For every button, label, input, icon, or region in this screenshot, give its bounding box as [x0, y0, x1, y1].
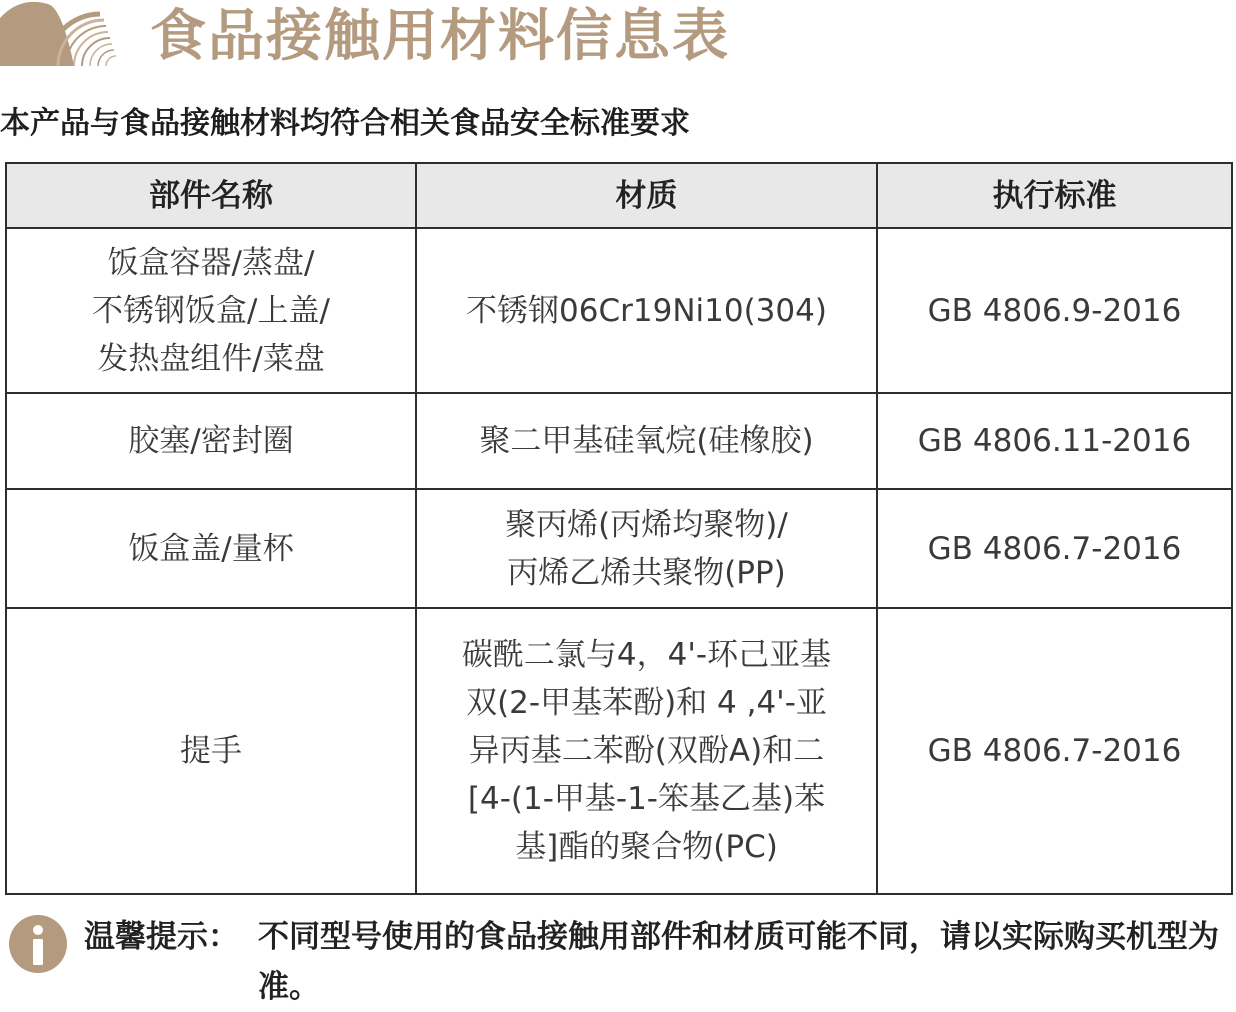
table-header-row [6, 163, 1232, 228]
compliance-statement: 本产品与食品接触材料均符合相关食品安全标准要求 [0, 106, 690, 141]
material-line: 不锈钢06Cr19Ni10(304) [466, 292, 827, 329]
material-line: [4-(1-甲基-1-笨基乙基)苯 [467, 781, 826, 817]
part-name-cell [6, 608, 416, 894]
material-line: 双(2-甲基苯酚)和 4 ,4'-亚 [466, 685, 827, 721]
standard-cell: GB 4806.11-2016 [877, 393, 1232, 489]
material-line: 聚丙烯(丙烯均聚物)/ [505, 506, 788, 543]
material-cell [416, 393, 877, 489]
standard-cell: GB 4806.7-2016 [877, 489, 1232, 608]
part-name-cell [6, 489, 416, 608]
page-title: 食品接触用材料信息表 [150, 4, 730, 69]
material-info-table [5, 162, 1233, 895]
material-cell [416, 228, 877, 393]
tip-label: 温馨提示： [84, 919, 239, 955]
page-header [0, 0, 1236, 70]
part-name-line: 提手 [180, 733, 242, 769]
standard-cell: GB 4806.7-2016 [877, 608, 1232, 894]
material-line: 碳酰二氯与4，4'-环己亚基 [461, 637, 832, 673]
table-row [6, 393, 1232, 489]
material-line: 聚二甲基硅氧烷(硅橡胶) [479, 423, 814, 459]
material-line: 基]酯的聚合物(PC) [515, 829, 778, 865]
part-name-cell [6, 393, 416, 489]
part-name-line: 饭盒容器/蒸盘/ [107, 244, 315, 281]
column-header-standard: 执行标准 [877, 163, 1232, 228]
tip-text: 不同型号使用的食品接触用部件和材质可能不同，请以实际购买机型为准。 [258, 919, 1219, 1005]
info-icon [8, 914, 68, 974]
table-row [6, 489, 1232, 608]
part-name-cell [6, 228, 416, 393]
brand-arcs-logo [0, 0, 130, 66]
material-line: 异丙基二苯酚(双酚A)和二 [468, 733, 825, 769]
material-cell [416, 608, 877, 894]
standard-cell: GB 4806.9-2016 [877, 228, 1232, 393]
part-name-line: 发热盘组件/菜盘 [97, 340, 325, 377]
table-row [6, 228, 1232, 393]
column-header-part: 部件名称 [6, 163, 416, 228]
part-name-line: 不锈钢饭盒/上盖/ [92, 292, 330, 329]
material-line: 丙烯乙烯共聚物(PP) [507, 554, 786, 591]
material-cell [416, 489, 877, 608]
part-name-line: 饭盒盖/量杯 [128, 530, 294, 567]
column-header-material: 材质 [416, 163, 877, 228]
part-name-line: 胶塞/密封圈 [128, 423, 294, 459]
table-row [6, 608, 1232, 894]
tip-section [0, 910, 1236, 1005]
